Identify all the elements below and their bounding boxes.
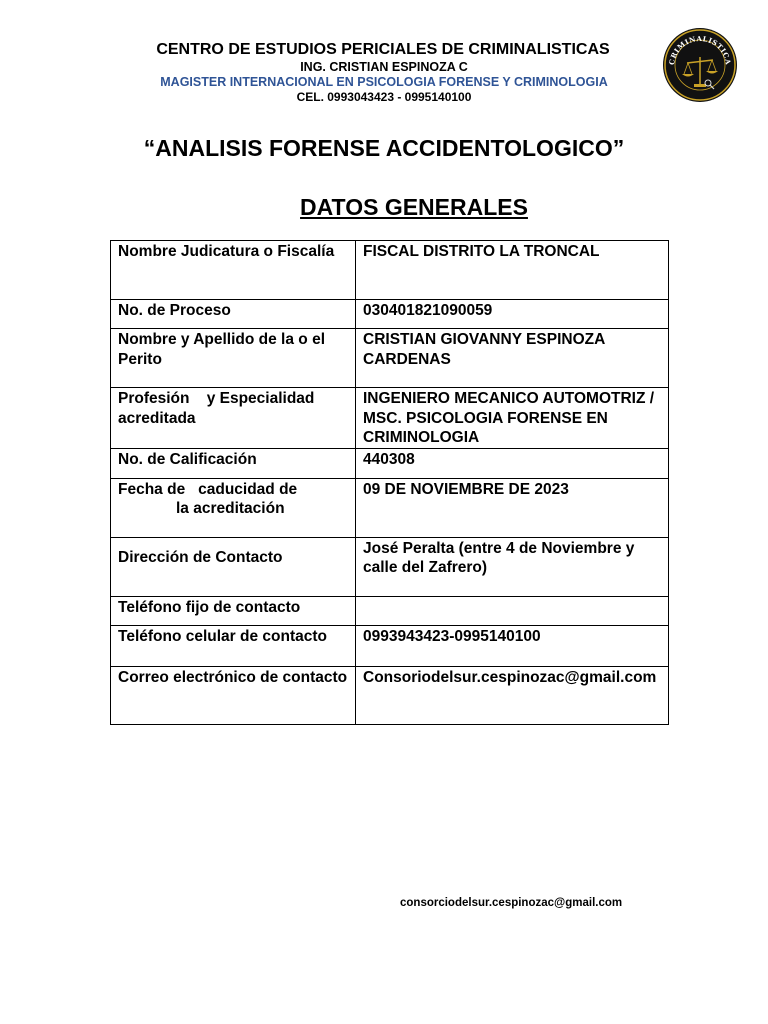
institution-name: CENTRO DE ESTUDIOS PERICIALES DE CRIMINALISTICAS <box>156 41 610 58</box>
table-row <box>111 241 669 300</box>
table-row <box>111 537 669 596</box>
row-label: Profesión y Especialidad acreditada <box>111 388 356 449</box>
row-value: José Peralta (entre 4 de Noviembre y calle del Zafrero) <box>356 537 669 596</box>
row-label: Dirección de Contacto <box>111 537 356 596</box>
footer-email: consorciodelsur.cespinozac@gmail.com <box>400 897 623 909</box>
row-value: 0993943423-0995140100 <box>356 625 669 666</box>
row-label-line2: la acreditación <box>176 500 285 517</box>
general-data-table <box>110 240 669 725</box>
row-value: CRISTIAN GIOVANNY ESPINOZA CARDENAS <box>356 329 669 388</box>
table-row <box>111 388 669 449</box>
row-label: Nombre y Apellido de la o el Perito <box>111 329 356 388</box>
table-row <box>111 329 669 388</box>
letterhead <box>0 40 768 105</box>
table-row <box>111 625 669 666</box>
row-label: Correo electrónico de contacto <box>111 666 356 724</box>
row-label: Teléfono fijo de contacto <box>111 596 356 625</box>
engineer-name: ING. CRISTIAN ESPINOZA C <box>300 60 468 74</box>
table-row <box>111 666 669 724</box>
criminalistica-logo-icon <box>660 27 740 103</box>
row-label-line1: Fecha de caducidad de <box>118 480 298 498</box>
table-row <box>111 596 669 625</box>
document-title: “ANALISIS FORENSE ACCIDENTOLOGICO” <box>143 135 625 161</box>
row-label <box>111 478 356 537</box>
row-value: FISCAL DISTRITO LA TRONCAL <box>356 241 669 300</box>
phone-line: CEL. 0993043423 - 0995140100 <box>296 90 472 104</box>
row-label: Nombre Judicatura o Fiscalía <box>111 241 356 300</box>
row-value <box>356 596 669 625</box>
row-label: No. de Proceso <box>111 300 356 329</box>
svg-text:CRIMINALISTICA: CRIMINALISTICA <box>667 33 733 66</box>
row-label: No. de Calificación <box>111 448 356 478</box>
table-row <box>111 478 669 537</box>
degree-line: MAGISTER INTERNACIONAL EN PSICOLOGIA FORENSE Y CRIMINOLOGIA <box>160 75 608 89</box>
row-value: 09 DE NOVIEMBRE DE 2023 <box>356 478 669 537</box>
row-value: Consoriodelsur.cespinozac@gmail.com <box>356 666 669 724</box>
row-label: Teléfono celular de contacto <box>111 625 356 666</box>
row-value: INGENIERO MECANICO AUTOMOTRIZ / MSC. PSICOLOGIA FORENSE EN CRIMINOLOGIA <box>356 388 669 449</box>
section-title: DATOS GENERALES <box>300 194 528 220</box>
row-value: 030401821090059 <box>356 300 669 329</box>
row-value: 440308 <box>356 448 669 478</box>
table-row <box>111 300 669 329</box>
table-row <box>111 448 669 478</box>
